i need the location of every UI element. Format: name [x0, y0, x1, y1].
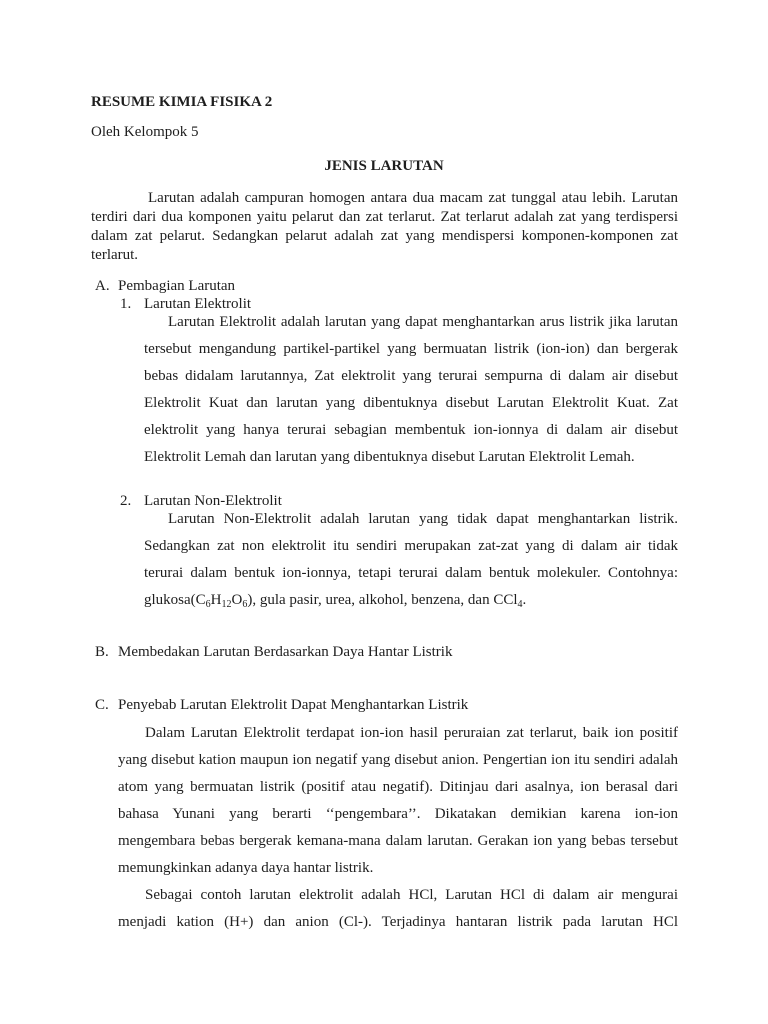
item-2-line-1: Larutan Non-Elektrolit adalah larutan yang tidak dapat menghantarkan listrik. [168, 511, 678, 527]
item-1-marker: 1. [120, 296, 132, 312]
item-1-line-6: Elektrolit Lemah dan larutan yang dibentuknya disebut Larutan Elektrolit Lemah. [144, 449, 635, 465]
item-2-line-3: terurai dalam bentuk ion-ionnya, tetapi terurai dalam bentuk molekuler. Contohnya: [144, 565, 678, 581]
formula-sub-cl: 4 [517, 599, 523, 610]
intro-line-3: dalam zat pelarut. Sedangkan pelarut adalah zat yang mendispersi komponen-komponen zat [91, 228, 678, 244]
formula-sub-o: 6 [242, 599, 248, 610]
item-1-line-3: bebas didalam larutannya, Zat elektrolit yang terurai sempurna di dalam air disebut [144, 368, 678, 384]
intro-line-4: terlarut. [91, 247, 139, 263]
section-heading: JENIS LARUTAN [324, 158, 444, 174]
intro-line-2: terdiri dari dua komponen yaitu pelarut dan zat terlarut. Zat terlarut adalah zat yang terdispersi [91, 209, 678, 225]
item-1-line-5: elektrolit yang hanya terurai sebagian membentuk ion-ionnya di dalam air disebut [144, 422, 678, 438]
item-1-title: Larutan Elektrolit [144, 296, 252, 312]
formula-sub-h: 12 [221, 599, 232, 610]
section-c-p1-line-3: atom yang bermuatan listrik (positif atau negatif). Ditinjau dari asalnya, ion berasal dari [118, 779, 678, 795]
formula-pre: glukosa(C [144, 592, 206, 608]
section-b-title: Membedakan Larutan Berdasarkan Daya Hantar Listrik [118, 644, 453, 660]
section-c-p1-line-4: bahasa Yunani yang berarti ‘‘pengembara’’. Dikatakan demikian karena ion-ion [118, 806, 678, 822]
section-c-p1-line-2: yang disebut kation maupun ion negatif yang disebut anion. Pengertian ion itu sendiri adalah [118, 752, 678, 768]
section-a-title: Pembagian Larutan [118, 278, 236, 294]
section-c-p1-line-6: memungkinkan adanya daya hantar listrik. [118, 860, 374, 876]
section-c-p1-line-1: Dalam Larutan Elektrolit terdapat ion-ion hasil peruraian zat terlarut, baik ion positif [145, 725, 678, 741]
formula-mid: ), gula pasir, urea, alkohol, benzena, dan CCl [247, 592, 518, 608]
section-c-p1-line-5: mengembara bebas bergerak kemana-mana dalam larutan. Gerakan ion yang bebas tersebut [118, 833, 678, 849]
item-1-line-1: Larutan Elektrolit adalah larutan yang dapat menghantarkan arus listrik jika larutan [168, 314, 678, 330]
item-2-marker: 2. [120, 493, 132, 509]
item-1-line-4: Elektrolit Kuat dan larutan yang dibentuknya disebut Larutan Elektrolit Kuat. Zat [144, 395, 678, 411]
section-c-p2-line-1: Sebagai contoh larutan elektrolit adalah HCl, Larutan HCl di dalam air mengurai [145, 887, 678, 903]
section-b-marker: B. [95, 644, 109, 660]
doc-title: RESUME KIMIA FISIKA 2 [91, 94, 273, 110]
formula-end: . [522, 592, 527, 608]
doc-byline: Oleh Kelompok 5 [91, 124, 199, 140]
section-a-marker: A. [95, 278, 110, 294]
item-1-line-2: tersebut mengandung partikel-partikel yang bermuatan listrik (ion-ion) dan bergerak [144, 341, 678, 357]
formula-o: O [231, 592, 243, 608]
section-c-p2-line-2: menjadi kation (H+) dan anion (Cl-). Terjadinya hantaran listrik pada larutan HCl [118, 914, 678, 930]
section-c-title: Penyebab Larutan Elektrolit Dapat Menghantarkan Listrik [118, 697, 469, 713]
formula-h: H [210, 592, 222, 608]
item-2-line-2: Sedangkan zat non elektrolit itu sendiri merupakan zat-zat yang di dalam air tidak [144, 538, 678, 554]
item-2-title: Larutan Non-Elektrolit [144, 493, 282, 509]
intro-line-1: Larutan adalah campuran homogen antara dua macam zat tunggal atau lebih. Larutan [148, 190, 678, 206]
item-2-formula-line [144, 592, 526, 609]
section-c-marker: C. [95, 697, 109, 713]
formula-sub-c: 6 [205, 599, 211, 610]
